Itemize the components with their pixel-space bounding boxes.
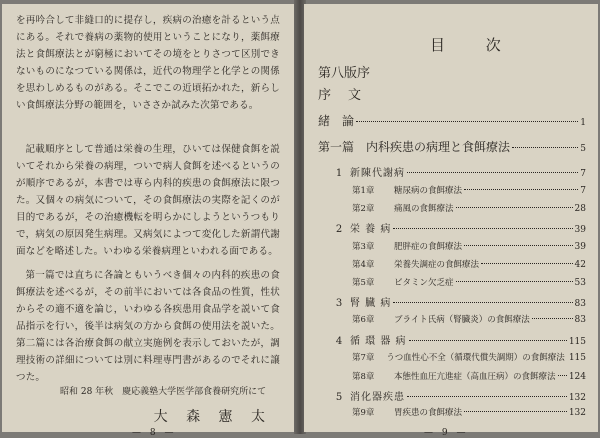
toc-part-label: 第一篇 内科疾患の病理と食餌療法: [318, 140, 511, 154]
chapter-title: 胃疾患の食餌療法: [394, 408, 463, 418]
toc-chapter[interactable]: [318, 370, 586, 386]
signature-line: 昭和 28 年秋 慶応義塾大学医学部食養研究所にて: [60, 387, 267, 397]
toc-page: 115: [568, 337, 586, 347]
section-number: 1: [335, 168, 343, 179]
chapter-number: 第3章: [352, 242, 375, 252]
dot-leader: [407, 172, 578, 173]
preface-paragraph-1: を再吟合して非縫口的に提存し，疾病の治癒を計るという点にある。それで養病の薬物的使用ということになり，薬餌療法と食餌療法とが窮極においてその境をとりさつて区別できないものになつている関係は，近代の物理学と化学との関係を思わしめるものがある。そこでこの近頃拓かれた，新らしい食餌療法分野の範囲を，いささか試みた次第である。: [16, 15, 280, 111]
preface-paragraph-2: 記載順序として普通は栄養の生理，ひいては保健食餌を説いてそれから栄養の病理，ついで病人食餌を述べるというのが順序であるが，本書では専ら内科的疾患の食餌療法に限つた。又個々の病気について，その食餌療法の実際を記くのが目的であるが，その治癒機転を明らかにしようというつもりで，病気の原因発生病理。又病気によつて変化した新謂代謝面などを略述した。いわゆる栄養病理といわれる面である。: [16, 144, 280, 257]
toc-page: 124: [568, 372, 586, 382]
toc-intro[interactable]: [318, 112, 586, 128]
toc-page: 28: [574, 204, 586, 214]
section-title: 栄 養 病: [350, 224, 392, 235]
dot-leader: [409, 340, 567, 341]
toc-intro-label: 緒 論: [318, 114, 355, 128]
page-number-left: — 8 —: [132, 428, 177, 438]
chapter-title: 肥胖症の食餌療法: [394, 242, 463, 252]
dot-leader: [512, 147, 578, 148]
toc-page: 132: [568, 408, 586, 418]
dot-leader: [532, 318, 573, 319]
toc-page: 7: [580, 186, 586, 196]
chapter-number: 第7章: [352, 353, 375, 363]
chapter-title: 痛風の食餌療法: [394, 204, 454, 214]
page-number-right: — 9 —: [424, 428, 469, 438]
dot-leader: [558, 375, 567, 376]
chapter-title: 本態性血圧亢進症（高血圧病）の食餌療法: [394, 372, 556, 382]
toc-page: 83: [574, 315, 586, 325]
dot-leader: [464, 411, 567, 412]
toc-title: 目 次: [430, 36, 519, 54]
chapter-number: 第8章: [352, 372, 375, 382]
toc-section[interactable]: [318, 332, 586, 348]
preface-heading: 序 文: [318, 88, 364, 103]
toc-part-1[interactable]: [318, 138, 586, 154]
preface-paragraph-3: 第一篇では直ちに各論ともいうべき個々の内科的疾患の食餌療法を述べるが，その前半においては各食品の性質，性状からその適不適を論じ，いわゆる各疾患用食品学を説いて食品指示を行い，後半は病気の方から食餌の使用法を説いた。第二篇には各治療食餌の献立実施例を表示しておいたが，調理技術の詳細については別に料理専門書があるのでそれに譲つた。: [16, 270, 280, 383]
toc-page: 39: [574, 225, 586, 235]
toc-chapter[interactable]: [318, 313, 586, 329]
dot-leader: [356, 121, 578, 122]
section-number: 4: [335, 336, 343, 347]
dot-leader: [464, 189, 578, 190]
chapter-title: 栄養失調症の食餌療法: [394, 260, 480, 270]
section-title: 循 環 器 病: [350, 336, 407, 347]
toc-section[interactable]: [318, 294, 586, 310]
right-page: [304, 4, 598, 438]
section-title: 腎 臓 病: [350, 298, 392, 309]
section-number: 5: [335, 392, 343, 403]
chapter-number: 第9章: [352, 408, 375, 418]
toc-chapter[interactable]: [318, 351, 586, 367]
author-name: 大 森 憲 太: [153, 409, 272, 425]
toc-section[interactable]: [318, 164, 586, 180]
chapter-number: 第1章: [352, 186, 375, 196]
toc-chapter[interactable]: [318, 240, 586, 256]
dot-leader: [464, 245, 573, 246]
dot-leader: [456, 207, 573, 208]
toc-chapter[interactable]: [318, 202, 586, 218]
chapter-title: 糖尿病の食餌療法: [394, 186, 463, 196]
eighth-edition-preface: 第八版序: [318, 66, 371, 81]
toc-page: 5: [580, 144, 586, 154]
chapter-title: ビタミン欠乏症: [394, 278, 454, 288]
chapter-number: 第5章: [352, 278, 375, 288]
toc-page: 83: [574, 299, 586, 309]
dot-leader: [407, 396, 567, 397]
toc-page: 39: [574, 242, 586, 252]
left-page: [2, 4, 296, 438]
toc-section[interactable]: [318, 220, 586, 236]
chapter-title: うつ血性心不全（循環代償失調期）の食餌療法: [386, 353, 565, 363]
dot-leader: [393, 228, 572, 229]
dot-leader: [481, 263, 573, 264]
chapter-number: 第2章: [352, 204, 375, 214]
toc-chapter[interactable]: [318, 184, 586, 200]
toc-page: 115: [568, 353, 586, 363]
dot-leader: [456, 281, 573, 282]
toc-page: 1: [580, 118, 586, 128]
section-number: 2: [335, 224, 343, 235]
section-number: 3: [335, 298, 343, 309]
section-title: 新陳代謝病: [350, 168, 405, 179]
toc-section[interactable]: [318, 388, 586, 404]
toc-page: 42: [574, 260, 586, 270]
section-title: 消化器疾患: [350, 392, 405, 403]
dot-leader: [393, 302, 572, 303]
chapter-number: 第6章: [352, 315, 375, 325]
toc-page: 7: [580, 169, 586, 179]
toc-chapter[interactable]: [318, 276, 586, 292]
chapter-title: ブライト氏病（腎臓炎）の食餌療法: [394, 315, 530, 325]
toc-chapter[interactable]: [318, 258, 586, 274]
toc-page: 132: [568, 393, 586, 403]
toc-chapter[interactable]: [318, 406, 586, 422]
toc-page: 53: [574, 278, 586, 288]
chapter-number: 第4章: [352, 260, 375, 270]
